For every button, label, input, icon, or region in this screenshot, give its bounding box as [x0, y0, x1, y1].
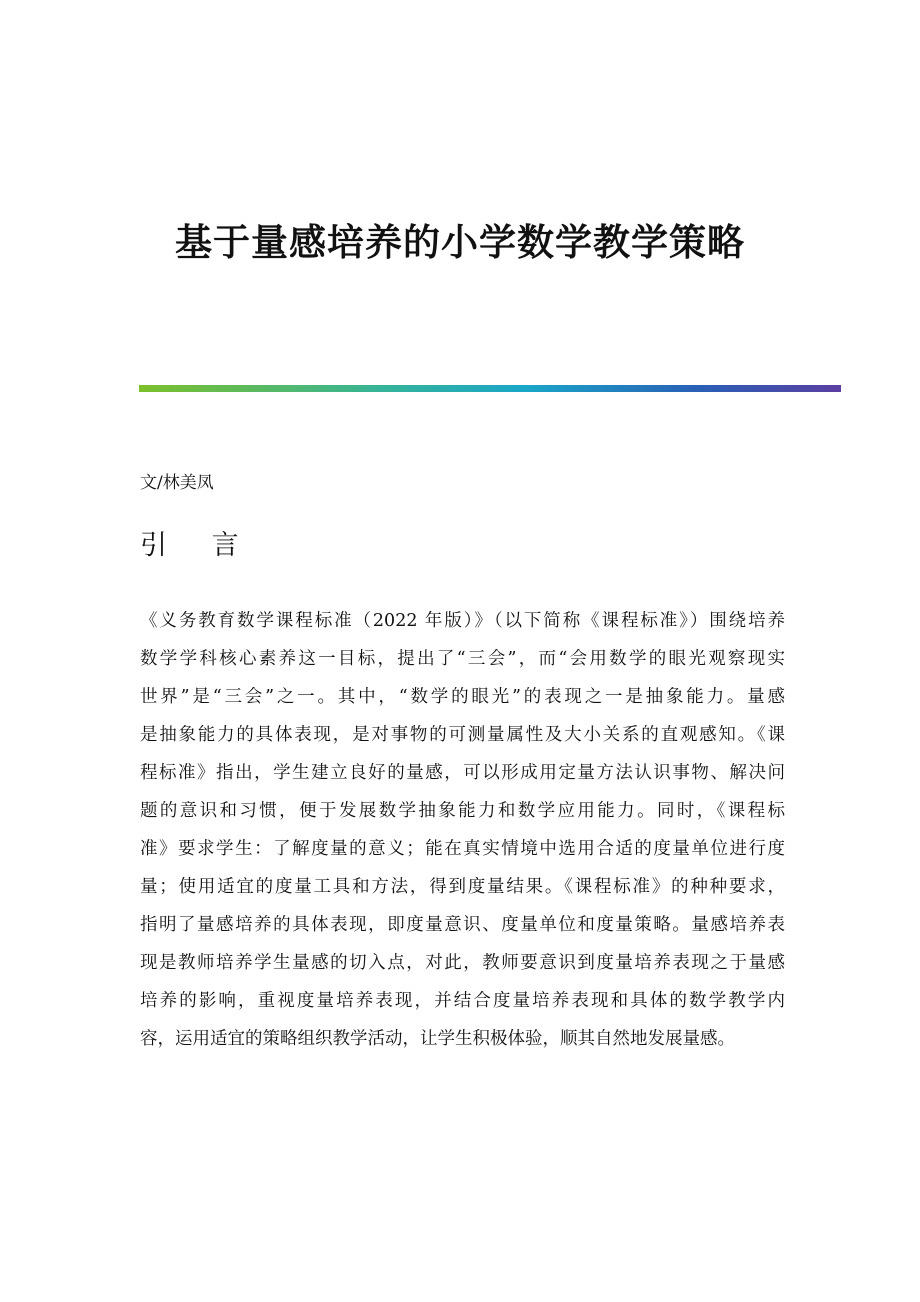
paragraph-line: 《义务教育数学课程标准（2022 年版）》（以下简称《课程标准》）围绕培养 [140, 611, 785, 631]
author-byline: 文/林美凤 [140, 473, 214, 493]
paragraph-line: 题的意识和习惯，便于发展数学抽象能力和数学应用能力。同时，《课程标 [140, 801, 785, 821]
paragraph-line: 量；使用适宜的度量工具和方法，得到度量结果。《课程标准》的种种要求， [140, 877, 785, 897]
document-title: 基于量感培养的小学数学教学策略 [175, 220, 745, 264]
paragraph-line: 世界”是“三会”之一。其中，“数学的眼光”的表现之一是抽象能力。量感 [140, 687, 785, 707]
paragraph-line: 数学学科核心素养这一目标，提出了“三会”，而“会用数学的眼光观察现实 [140, 649, 785, 669]
body-paragraph [140, 602, 785, 1058]
section-heading: 引 言 [140, 530, 257, 561]
paragraph-line: 培养的影响，重视度量培养表现，并结合度量培养表现和具体的数学教学内 [140, 991, 785, 1011]
paragraph-line: 现是教师培养学生量感的切入点，对此，教师要意识到度量培养表现之于量感 [140, 953, 785, 973]
paragraph-line: 准》要求学生：了解度量的意义；能在真实情境中选用合适的度量单位进行度 [140, 839, 785, 859]
paragraph-line: 是抽象能力的具体表现，是对事物的可测量属性及大小关系的直观感知。《课 [140, 725, 785, 745]
gradient-divider [139, 385, 841, 392]
paragraph-line: 程标准》指出，学生建立良好的量感，可以形成用定量方法认识事物、解决问 [140, 763, 785, 783]
paragraph-line: 容，运用适宜的策略组织教学活动，让学生积极体验，顺其自然地发展量感。 [140, 1029, 735, 1049]
paragraph-line: 指明了量感培养的具体表现，即度量意识、度量单位和度量策略。量感培养表 [140, 915, 785, 935]
